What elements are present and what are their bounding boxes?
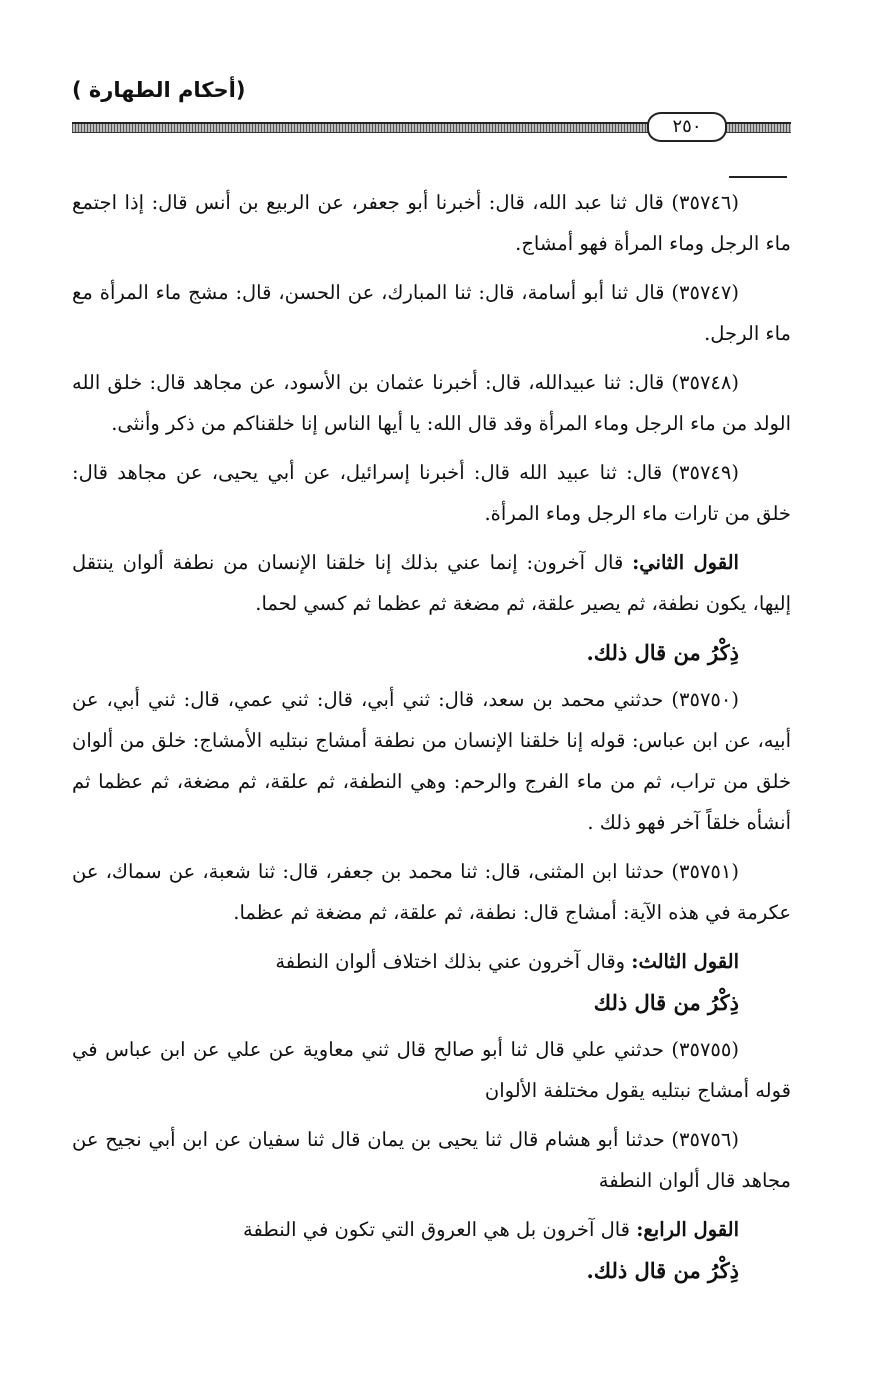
opinion-label: القول الرابع: xyxy=(636,1218,739,1241)
opinion-label: القول الثالث: xyxy=(631,950,739,973)
section-heading: ذِكْرُ من قال ذلك. xyxy=(586,640,739,665)
narration-paragraph: (٣٥٧٥٠) حدثني محمد بن سعد، قال: ثني أبي، قال: ثني عمي، قال: ثني أبي، عن أبيه، عن ابن عباس: قوله إنا خلقنا الإنسان من نطفة أمشاج نبتليه الأمشاج: خلق من ألوان خلق من تراب، ثم من ماء الفرج والرحم: وهي النطفة، ثم علقة، ثم مضغة، ثم عظما ثم أنشأه خلقاً آخر فهو ذلك . xyxy=(72,688,791,834)
page-header xyxy=(72,78,791,148)
opinion-paragraph xyxy=(72,941,791,982)
section-heading: ذِكْرُ من قال ذلك. xyxy=(586,1258,739,1283)
separator-rule xyxy=(729,176,787,178)
narration-paragraph: (٣٥٧٤٩) قال: ثنا عبيد الله قال: أخبرنا إسرائيل، عن أبي يحيى، عن مجاهد قال: خلق من تارات ماء الرجل وماء المرأة. xyxy=(72,461,791,525)
page-number: ٢٥٠ xyxy=(647,112,727,142)
opinion-label: القول الثاني: xyxy=(632,551,739,574)
book-title: (أحكام الطهارة ) xyxy=(72,78,246,102)
opinion-paragraph xyxy=(72,542,791,624)
narration-paragraph: (٣٥٧٥٥) حدثني علي قال ثنا أبو صالح قال ثني معاوية عن علي عن ابن عباس في قوله أمشاج نبتليه يقول مختلفة الألوان xyxy=(72,1038,791,1102)
opinion-paragraph xyxy=(72,1209,791,1250)
body-text xyxy=(72,182,791,1297)
section-heading: ذِكْرُ من قال ذلك xyxy=(593,990,739,1015)
narration-paragraph: (٣٥٧٥٦) حدثنا أبو هشام قال ثنا يحيى بن يمان قال ثنا سفيان عن ابن أبي نجيح عن مجاهد قال ألوان النطفة xyxy=(72,1128,791,1192)
narration-paragraph: (٣٥٧٤٧) قال ثنا أبو أسامة، قال: ثنا المبارك، عن الحسن، قال: مشج ماء المرأة مع ماء الرجل. xyxy=(72,281,791,345)
narration-paragraph: (٣٥٧٥١) حدثنا ابن المثنى، قال: ثنا محمد بن جعفر، قال: ثنا شعبة، عن سماك، عن عكرمة في هذه الآية: أمشاج قال: نطفة، ثم علقة، ثم مضغة ثم عظما. xyxy=(72,860,791,924)
opinion-text: قال آخرون: إنما عني بذلك إنا خلقنا الإنسان من نطفة ألوان ينتقل إليها، يكون نطفة، ثم يصير علقة، ثم مضغة ثم عظما ثم كسي لحما. xyxy=(72,551,791,615)
narration-paragraph: (٣٥٧٤٦) قال ثنا عبد الله، قال: أخبرنا أبو جعفر، عن الربيع بن أنس قال: إذا اجتمع ماء الرجل وماء المرأة فهو أمشاج. xyxy=(72,191,791,255)
opinion-text: قال آخرون بل هي العروق التي تكون في النطفة xyxy=(242,1218,637,1241)
opinion-text: وقال آخرون عني بذلك اختلاف ألوان النطفة xyxy=(275,950,632,973)
narration-paragraph: (٣٥٧٤٨) قال: ثنا عبيدالله، قال: أخبرنا عثمان بن الأسود، عن مجاهد قال: خلق الله الولد من ماء الرجل وماء المرأة وقد قال الله: يا أيها الناس إنا خلقناكم من ذكر وأنثى. xyxy=(72,371,791,435)
